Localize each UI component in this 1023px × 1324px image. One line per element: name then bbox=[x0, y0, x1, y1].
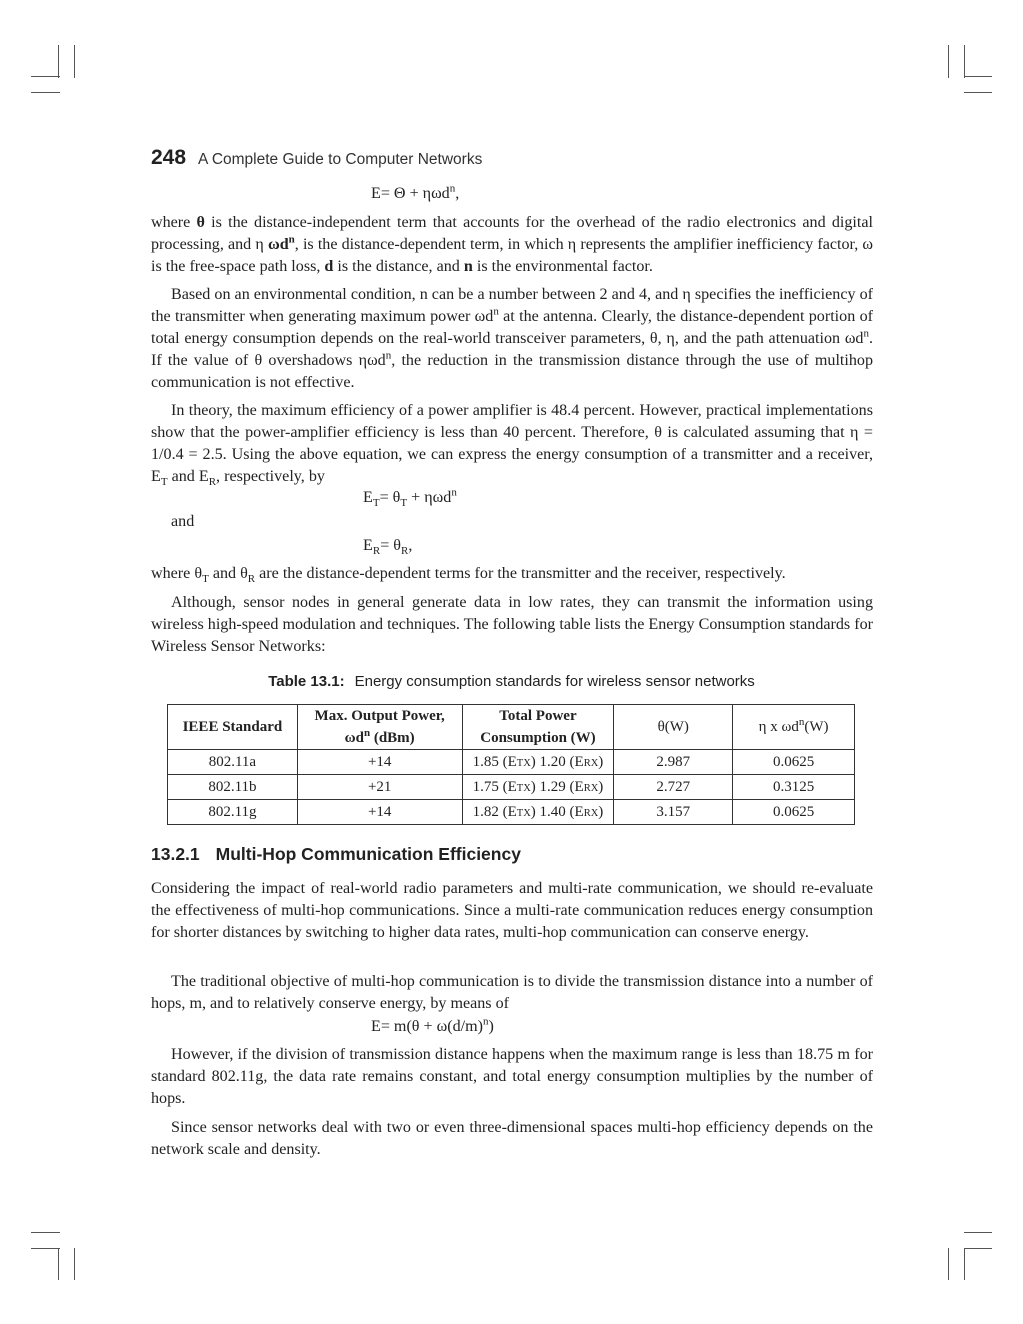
running-header bbox=[151, 146, 482, 170]
cell-tx-end: ) bbox=[530, 803, 536, 820]
p2-sup3: n bbox=[385, 349, 392, 362]
crop-mark-top-left-h1 bbox=[31, 76, 60, 77]
eq2-sub1: T bbox=[372, 497, 380, 510]
eq2-b: = θ bbox=[379, 489, 401, 506]
p2-text-c: . If the value of θ overshadows ηωd bbox=[151, 330, 873, 369]
cell-tx-sub: TX bbox=[516, 807, 531, 819]
p2-text-a: Based on an environmental condition, n can be a number between 2 and 4, and η specifies the inefficiency of the transmitter when generating maximum power ωd bbox=[151, 286, 873, 325]
header-theta: θ(W) bbox=[614, 705, 733, 750]
crop-mark-bottom-left-v1 bbox=[58, 1248, 59, 1280]
paragraph-where-theta bbox=[151, 563, 873, 585]
p1-wd-sup: n bbox=[288, 233, 295, 246]
p2-text-d: , the reduction in the transmission distance through the use of multihop communication is not effective. bbox=[151, 352, 873, 391]
paragraph-multi-rate: Considering the impact of real-world radio parameters and multi-rate communication, we should re-evaluate the effectiveness of multi-hop communications. Since a multi-rate communication reduces energy consumption for shorter distances by switching to higher data rates, multi-hop communication can conserve energy. bbox=[151, 880, 873, 941]
paragraph-environment bbox=[151, 284, 873, 394]
cell-tx-sub: TX bbox=[516, 757, 531, 769]
equation-multihop bbox=[371, 1015, 494, 1036]
header-total-power bbox=[462, 705, 614, 750]
cell-tx-label: (E bbox=[502, 803, 517, 820]
header-power-wd: ωd bbox=[344, 730, 364, 746]
header-eta-text: η x ωd bbox=[758, 719, 799, 735]
cell-rx-sub: RX bbox=[583, 757, 599, 769]
cell-tx-label: (E bbox=[502, 753, 517, 770]
cell-theta: 2.987 bbox=[614, 750, 733, 775]
crop-mark-bottom-right-h2 bbox=[964, 1248, 992, 1249]
cell-rx-sub: RX bbox=[583, 782, 599, 794]
p1-d: d bbox=[324, 258, 334, 275]
cell-total-power bbox=[462, 775, 614, 800]
cell-total-power bbox=[462, 750, 614, 775]
cell-eta: 0.0625 bbox=[733, 800, 855, 825]
book-title: A Complete Guide to Computer Networks bbox=[198, 151, 483, 168]
p4-sub1: T bbox=[202, 573, 209, 586]
header-ieee-standard: IEEE Standard bbox=[168, 705, 298, 750]
cell-standard: 802.11a bbox=[168, 750, 298, 775]
p1-n: n bbox=[463, 258, 473, 275]
eq2-a: E bbox=[363, 489, 373, 506]
eq4-a: E= m(θ + ω(d/m) bbox=[371, 1018, 483, 1035]
p4-text-a: where θ bbox=[151, 565, 203, 582]
cell-theta: 2.727 bbox=[614, 775, 733, 800]
energy-consumption-table bbox=[167, 704, 855, 825]
p3-text-b: and E bbox=[167, 468, 209, 485]
header-total-line2: Consumption (W) bbox=[480, 730, 596, 746]
and-text: and bbox=[171, 513, 195, 530]
paragraph-division-distance: However, if the division of transmission distance happens when the maximum range is less than 18.75 m for standard 802.11g, the data rate remains constant, and total energy consumption multiplies by the number of hops. bbox=[151, 1046, 873, 1107]
cell-tx-sub: TX bbox=[516, 782, 531, 794]
paragraph-sensor-nodes: Although, sensor nodes in general generate data in low rates, they can transmit the information using wireless high-speed modulation and techniques. The following table lists the Energy Consumption standards for Wireless Sensor Networks: bbox=[151, 594, 873, 655]
section-number: 13.2.1 bbox=[151, 844, 200, 864]
p2-sup2: n bbox=[863, 327, 869, 340]
equation-energy bbox=[371, 182, 460, 203]
cell-power: +14 bbox=[297, 750, 462, 775]
cell-rx-value: 1.20 bbox=[539, 753, 566, 770]
p1-wd: ωd bbox=[267, 236, 289, 253]
cell-rx-end: ) bbox=[598, 753, 604, 770]
section-heading bbox=[151, 844, 521, 865]
crop-mark-bottom-left-h2 bbox=[31, 1248, 60, 1249]
section-title: Multi-Hop Communication Efficiency bbox=[215, 844, 521, 864]
p1-text-b: is the distance-independent term that accounts for the overhead of the radio electronics and digital processing, and η bbox=[151, 214, 873, 253]
p1-text-e: is the distance, and bbox=[333, 258, 464, 275]
crop-mark-top-left-v1 bbox=[58, 45, 59, 78]
cell-rx-end: ) bbox=[598, 778, 604, 795]
eq3-sub2: R bbox=[401, 545, 409, 558]
eq4-b: ) bbox=[488, 1018, 494, 1035]
cell-total-power bbox=[462, 800, 614, 825]
eq3-b: = θ bbox=[380, 537, 401, 554]
cell-rx-sub: RX bbox=[583, 807, 599, 819]
crop-mark-top-left-v2 bbox=[74, 45, 75, 78]
crop-mark-top-right-v2 bbox=[964, 45, 965, 78]
eq2-sub2: T bbox=[400, 497, 408, 510]
crop-mark-bottom-right-h1 bbox=[964, 1232, 992, 1233]
cell-tx-value: 1.85 bbox=[472, 753, 499, 770]
page-number: 248 bbox=[151, 146, 187, 169]
cell-rx-label: (E bbox=[569, 803, 584, 820]
eq3-sub1: R bbox=[372, 545, 381, 558]
cell-tx-value: 1.82 bbox=[472, 803, 499, 820]
table-caption-label: Table 13.1: bbox=[268, 673, 345, 690]
eq2-c: + ηωd bbox=[407, 489, 452, 506]
table-row bbox=[168, 800, 855, 825]
header-power-line1: Max. Output Power, bbox=[314, 708, 445, 724]
eq4-sup: n bbox=[483, 1015, 489, 1028]
header-eta-wd bbox=[733, 705, 855, 750]
cell-rx-value: 1.29 bbox=[539, 778, 566, 795]
crop-mark-bottom-left-h1 bbox=[31, 1232, 60, 1233]
p4-text-b: and θ bbox=[208, 565, 248, 582]
crop-mark-bottom-left-v2 bbox=[74, 1248, 75, 1280]
table-row bbox=[168, 775, 855, 800]
eq2-sup: n bbox=[451, 486, 457, 499]
crop-mark-top-right-h2 bbox=[964, 92, 992, 93]
eq1-sup: n bbox=[449, 182, 456, 195]
table-header-row bbox=[168, 705, 855, 750]
p1-text-c: , is the distance-dependent term, in which η represents the amplifier inefficiency factor, ω is the free-space path loss, bbox=[151, 236, 873, 275]
cell-tx-value: 1.75 bbox=[472, 778, 499, 795]
p1-text-a: where bbox=[151, 214, 197, 231]
cell-standard: 802.11g bbox=[168, 800, 298, 825]
p3-text-c: , respectively, by bbox=[216, 468, 325, 485]
p1-theta: θ bbox=[196, 214, 205, 231]
eq1-tail: , bbox=[455, 185, 460, 202]
p1-text-f: is the environmental factor. bbox=[472, 258, 653, 275]
table-caption-text: Energy consumption standards for wireless sensor networks bbox=[354, 673, 755, 690]
p4-text-c: are the distance-dependent terms for the transmitter and the receiver, respectively. bbox=[255, 565, 786, 582]
eq3-c: , bbox=[408, 537, 413, 554]
cell-eta: 0.0625 bbox=[733, 750, 855, 775]
eq3-a: E bbox=[363, 537, 373, 554]
cell-tx-end: ) bbox=[530, 778, 536, 795]
crop-mark-top-left-h2 bbox=[31, 92, 60, 93]
crop-mark-bottom-right-v1 bbox=[948, 1248, 949, 1280]
p4-sub2: R bbox=[247, 573, 256, 586]
eq1-text: E= Θ + ηωd bbox=[371, 185, 450, 202]
p3-sub2: R bbox=[208, 476, 217, 489]
crop-mark-bottom-right-v2 bbox=[964, 1248, 965, 1280]
header-power-sup: n bbox=[363, 727, 371, 739]
header-power-unit: (dBm) bbox=[370, 730, 415, 746]
cell-power: +21 bbox=[297, 775, 462, 800]
table-row bbox=[168, 750, 855, 775]
paragraph-sensor-networks-density: Since sensor networks deal with two or even three-dimensional spaces multi-hop efficiency depends on the network scale and density. bbox=[151, 1119, 873, 1158]
header-eta-sup: n bbox=[798, 716, 805, 728]
cell-power: +14 bbox=[297, 800, 462, 825]
header-max-output-power bbox=[297, 705, 462, 750]
equation-transmitter bbox=[363, 486, 457, 510]
cell-tx-label: (E bbox=[502, 778, 517, 795]
paragraph-amplifier-efficiency bbox=[151, 400, 873, 488]
crop-mark-top-right-v1 bbox=[948, 45, 949, 78]
paragraph-traditional-objective: The traditional objective of multi-hop communication is to divide the transmission distance into a number of hops, m, and to relatively conserve energy, by means of bbox=[151, 973, 873, 1012]
p2-sup1: n bbox=[493, 305, 499, 318]
cell-standard: 802.11b bbox=[168, 775, 298, 800]
cell-rx-label: (E bbox=[569, 778, 584, 795]
p2-text-b: at the antenna. Clearly, the distance-dependent portion of total energy consumption depends on the real-world transceiver parameters, θ, η, and the path attenuation ωd bbox=[151, 308, 873, 347]
cell-eta: 0.3125 bbox=[733, 775, 855, 800]
p3-sub1: T bbox=[160, 476, 168, 489]
crop-mark-top-right-h1 bbox=[964, 76, 992, 77]
cell-theta: 3.157 bbox=[614, 800, 733, 825]
cell-tx-end: ) bbox=[530, 753, 536, 770]
cell-rx-end: ) bbox=[598, 803, 604, 820]
cell-rx-value: 1.40 bbox=[539, 803, 566, 820]
header-total-line1: Total Power bbox=[499, 708, 577, 724]
paragraph-energy-terms bbox=[151, 212, 873, 278]
p3-text-a: In theory, the maximum efficiency of a power amplifier is 48.4 percent. However, practical implementations show that the power-amplifier efficiency is less than 40 percent. Therefore, θ is calculated assuming that η = 1/0.4 = 2.5. Using the above equation, we can express the energy consumption of a transmitter and a receiver, E bbox=[151, 402, 873, 485]
table-caption bbox=[0, 673, 1023, 690]
equation-receiver bbox=[363, 537, 413, 558]
cell-rx-label: (E bbox=[569, 753, 584, 770]
header-eta-unit: (W) bbox=[804, 719, 829, 735]
